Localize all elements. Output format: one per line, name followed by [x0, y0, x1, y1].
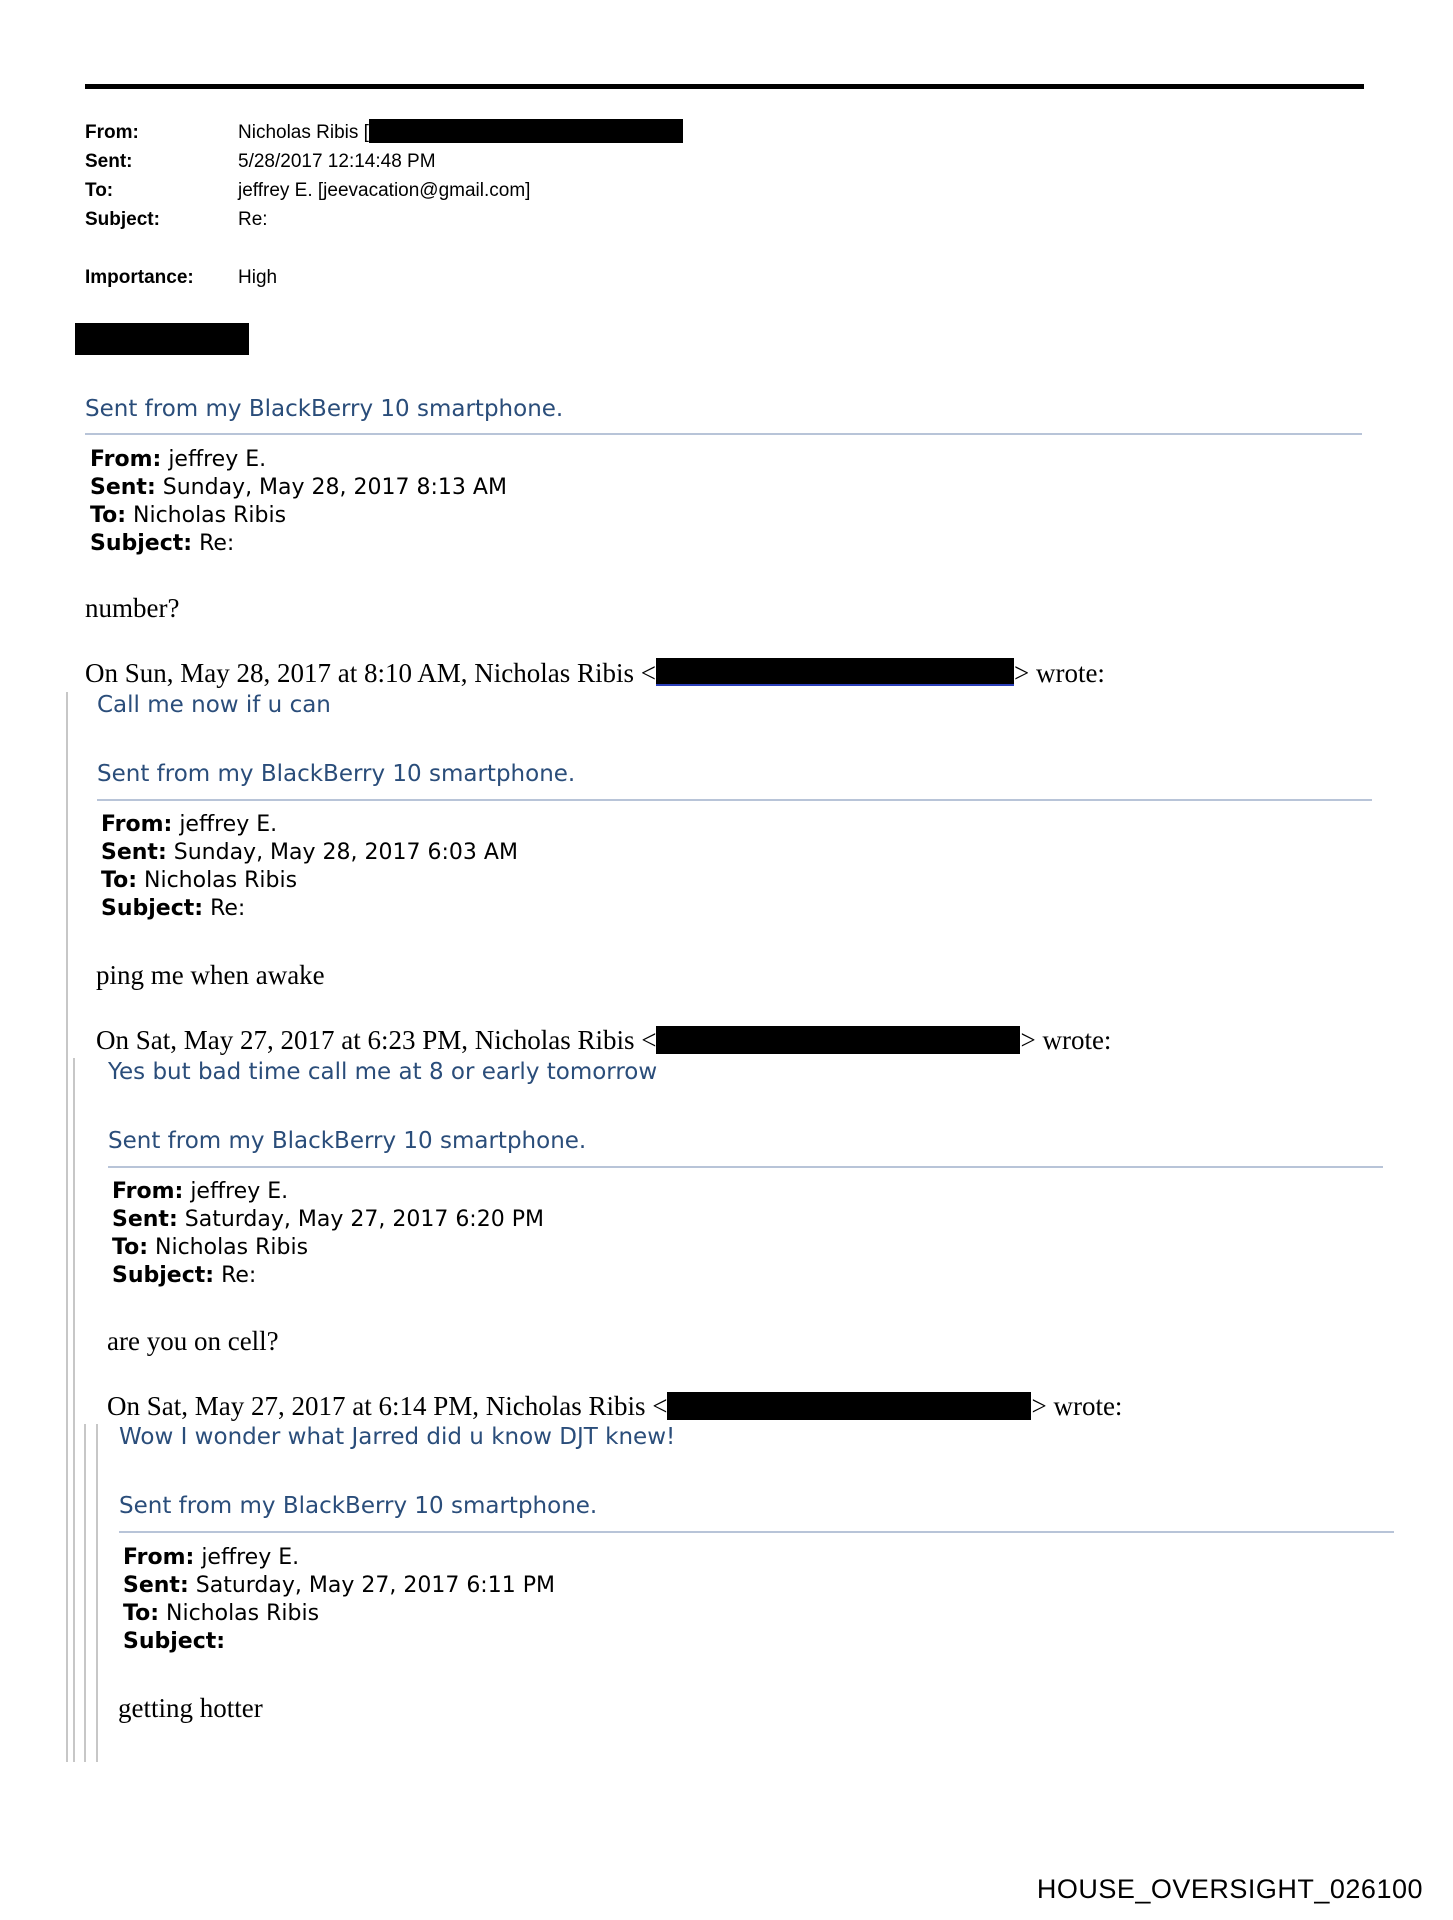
meta-from: jeffrey E.	[190, 1179, 289, 1204]
separator-rule	[108, 1166, 1383, 1168]
separator-rule	[119, 1531, 1394, 1533]
message-body: getting hotter	[118, 1693, 263, 1723]
meta-to: Nicholas Ribis	[166, 1601, 320, 1626]
redaction	[656, 1026, 1020, 1054]
separator-rule	[97, 799, 1372, 801]
to-label: To:	[85, 180, 114, 201]
meta-subject: Re:	[221, 1263, 257, 1288]
quote-bar	[96, 1424, 98, 1762]
message-body: are you on cell?	[107, 1326, 279, 1356]
to-value: jeffrey E. [jeevacation@gmail.com]	[238, 180, 531, 201]
meta-sent: Sunday, May 28, 2017 8:13 AM	[162, 475, 507, 500]
reply-text: Wow I wonder what Jarred did u know DJT knew!	[119, 1424, 676, 1450]
sent-from-signature: Sent from my BlackBerry 10 smartphone.	[97, 761, 576, 787]
importance-label: Importance:	[85, 267, 194, 288]
message-meta: From: jeffrey E. Sent: Saturday, May 27, 2017 6:11 PM To: Nicholas Ribis Subject:	[123, 1545, 555, 1654]
quote-bar	[66, 692, 68, 1762]
message-meta: From: jeffrey E. Sent: Sunday, May 28, 2017 8:13 AM To: Nicholas Ribis Subject: Re:	[90, 447, 507, 556]
message-body: number?	[85, 593, 180, 623]
wrote-line: On Sun, May 28, 2017 at 8:10 AM, Nicholas Ribis < > wrote:	[85, 658, 1105, 688]
top-rule	[85, 84, 1364, 89]
subject-label: Subject:	[85, 209, 160, 230]
quote-bar	[84, 1424, 86, 1762]
wrote-line: On Sat, May 27, 2017 at 6:14 PM, Nicholas Ribis < > wrote:	[107, 1391, 1123, 1421]
meta-sent: Sunday, May 28, 2017 6:03 AM	[173, 840, 518, 865]
reply-text: Call me now if u can	[97, 692, 331, 718]
from-value: Nicholas Ribis [	[238, 118, 683, 147]
meta-from: jeffrey E.	[179, 812, 278, 837]
sent-from-signature: Sent from my BlackBerry 10 smartphone.	[108, 1128, 587, 1154]
redaction	[656, 658, 1014, 686]
meta-subject: Re:	[210, 896, 246, 921]
meta-sent: Saturday, May 27, 2017 6:20 PM	[184, 1207, 544, 1232]
meta-subject: Re:	[199, 531, 235, 556]
meta-to: Nicholas Ribis	[144, 868, 298, 893]
message-meta: From: jeffrey E. Sent: Sunday, May 28, 2017 6:03 AM To: Nicholas Ribis Subject: Re:	[101, 812, 518, 921]
meta-from: jeffrey E.	[168, 447, 267, 472]
sent-value: 5/28/2017 12:14:48 PM	[238, 151, 436, 172]
from-label: From:	[85, 122, 139, 143]
document-id: HOUSE_OVERSIGHT_026100	[1036, 1874, 1423, 1904]
sent-from-signature: Sent from my BlackBerry 10 smartphone.	[85, 396, 564, 422]
meta-to: Nicholas Ribis	[133, 503, 287, 528]
wrote-line: On Sat, May 27, 2017 at 6:23 PM, Nicholas Ribis < > wrote:	[96, 1025, 1112, 1055]
message-meta: From: jeffrey E. Sent: Saturday, May 27, 2017 6:20 PM To: Nicholas Ribis Subject: Re:	[112, 1179, 544, 1288]
importance-value: High	[238, 267, 278, 288]
quote-bar	[73, 1058, 75, 1762]
message-body: ping me when awake	[96, 960, 325, 990]
redaction	[369, 119, 683, 143]
meta-to: Nicholas Ribis	[155, 1235, 309, 1260]
sent-from-signature: Sent from my BlackBerry 10 smartphone.	[119, 1493, 598, 1519]
meta-sent: Saturday, May 27, 2017 6:11 PM	[195, 1573, 555, 1598]
subject-value: Re:	[238, 209, 268, 230]
redaction	[667, 1392, 1031, 1420]
reply-text: Yes but bad time call me at 8 or early tomorrow	[108, 1059, 658, 1085]
meta-from: jeffrey E.	[201, 1545, 300, 1570]
sent-label: Sent:	[85, 151, 133, 172]
separator-rule	[85, 433, 1362, 435]
redaction	[75, 323, 249, 355]
